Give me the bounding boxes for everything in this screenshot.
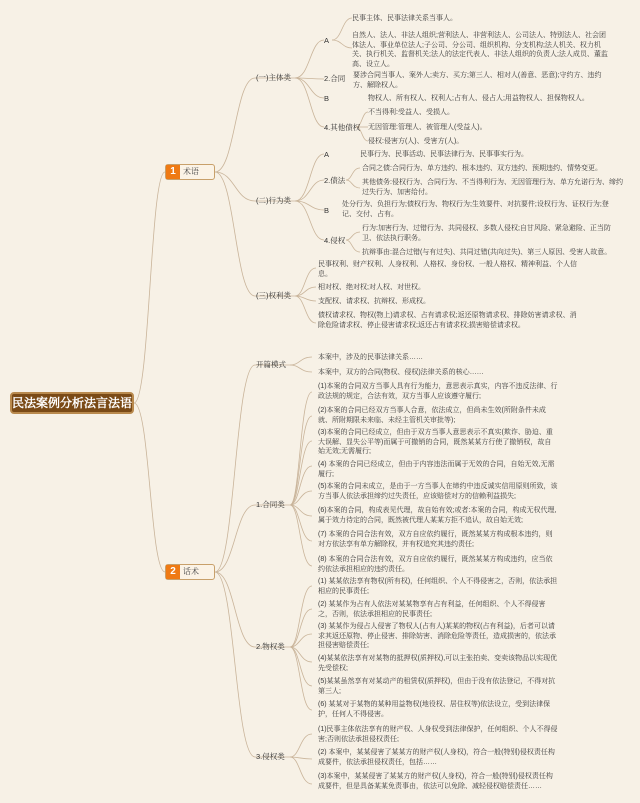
tort-text-2: (2) 本案中，某某侵害了某某方的财产权(人身权)，符合一般(特别)侵权责任构成要件，依法承担侵权责任，包括……	[318, 749, 555, 766]
root-node: 民法案例分析法言法语	[10, 392, 134, 414]
subject-a-text-2: 自然人、法人、非法人组织;营利法人、非营利法人、公司法人、特别法人、社会团体法人、事业单位法人;子公司、分公司、组织机构、分支机构;法人机关、权力机关、执行机关、监督机关;法人的法定代表人、非法人组织的负责人;法人成员、董监高、设立人。	[352, 32, 608, 68]
tort-text-1: (1)民事主体依法享有的财产权、人身权受到法律保护，任何组织、个人不得侵害;否则依法承担侵权责任;	[318, 726, 558, 743]
behavior-debt-text-2: 其他债务:侵权行为、合同行为、不当得利行为、无因管理行为、单方允诺行为、缔约过失行为、加害给付。	[362, 179, 623, 196]
behavior-a-text: 民事行为、民事活动、民事法律行为、民事事实行为。	[360, 151, 528, 158]
contract-text-3: (3)本案的合同已经成立，但由于双方当事人意思表示不真实(欺诈、胁迫、重大误解、显失公平等)而属于可撤销的合同，既然某某方行使了撤销权，故自始无效;无需履行;	[318, 429, 553, 455]
contract-text-1: (1)本案的合同双方当事人具有行为能力，意思表示真实，内容不违反法律、行政法规的规定，合法有效，双方当事人应该遵守履行;	[318, 383, 558, 400]
category-contract: 1.合同类	[256, 500, 285, 509]
category-subject: (一)主体类	[256, 73, 291, 82]
behavior-b-label: B	[324, 206, 330, 215]
subject-other-text-3: 侵权:侵害方(人)、受害方(人)。	[368, 138, 464, 145]
section-number-badge: 1	[166, 165, 180, 179]
category-rights: (三)权利类	[256, 291, 291, 300]
behavior-tort-text-2: 抗辩事由:混合过错(与有过失)、共同过错(共向过失)、第三人原因、受害人故意。	[362, 249, 612, 256]
subject-a-text-1: 民事主体、民事法律关系当事人。	[352, 15, 457, 22]
category-opening: 开篇模式	[256, 360, 286, 369]
behavior-debt-label: 2.债法	[324, 176, 346, 185]
category-tort: 3.侵权类	[256, 752, 285, 761]
subject-other-text-1: 不当得利:受益人、受损人。	[368, 109, 454, 116]
category-behavior: (二)行为类	[256, 196, 291, 205]
behavior-tort-label: 4.侵权	[324, 236, 346, 245]
section-label: 话术	[183, 567, 199, 576]
subject-other-label: 4.其他债权	[324, 123, 361, 132]
property-text-2: (2) 某某作为占有人依法对某某物享有占有利益，任何组织、个人不得侵害之，否则，依法承担相应的民事责任;	[318, 601, 546, 618]
opening-text-2: 本案中，双方的合同(物权、侵权)法律关系的核心……	[318, 369, 484, 376]
subject-contract-label: 2.合同	[324, 74, 346, 83]
contract-text-5: (5)本案的合同未成立，是由于一方当事人在缔约中违反诚实信用原则所致，该方当事人依法承担缔约过失责任，应该赔偿对方的信赖利益损失;	[318, 483, 558, 500]
section-number-badge: 2	[166, 565, 180, 579]
contract-text-4: (4) 本案的合同已经成立，但由于内容违法而属于无效的合同，自始无效,无需履行;	[318, 461, 555, 478]
section-terms	[165, 164, 215, 180]
contract-text-8: (8) 本案的合同合法有效，双方自应依约履行，既然某某方构成违约，应当依约依法承担相应的违约责任。	[318, 556, 553, 573]
tort-text-3: (3)本案中，某某侵害了某某方的财产权(人身权)，符合一般(特别)侵权责任构成要件，但是具备某某免责事由，依法可以免除、减轻侵权赔偿责任……	[318, 773, 553, 790]
contract-text-7: (7) 本案的合同合法有效，双方自应依约履行，既然某某方构成根本违约，则对方依法享有单方解除权，并有权追究其违约责任;	[318, 531, 553, 548]
contract-text-6: (6)本案的合同，构成表见代理，故自始有效;或者:本案的合同，构成无权代理,属于效力待定的合同，既然被代理人某某方拒不追认，故自始无效;	[318, 507, 557, 524]
rights-text-4: 债权请求权、物权(物上)请求权、占有请求权;返还原物请求权、排除妨害请求权、消除危险请求权、停止侵害请求权;返还占有请求权;损害赔偿请求权。	[318, 312, 577, 329]
rights-text-1: 民事权利、财产权利、人身权利、人格权、身份权、一般人格权、精神利益、个人信息。	[318, 261, 577, 278]
subject-other-text-2: 无因管理:管理人、被管理人(受益人)。	[368, 124, 487, 131]
property-text-1: (1) 某某依法享有物权(所有权)，任何组织、个人不得侵害之，否则，依法承担相应的民事责任;	[318, 578, 558, 595]
property-text-3: (3) 某某作为侵占人侵害了物权人(占有人)某某的物权(占有利益)，后者可以请求其返还原物、停止侵害、排除妨害、消除危险等责任，造成损害的，依法承担侵害赔偿责任;	[318, 623, 556, 649]
opening-text-1: 本案中，涉及的民事法律关系……	[318, 354, 423, 361]
rights-text-3: 支配权、请求权、抗辩权、形成权。	[318, 298, 430, 305]
behavior-debt-text-1: 合同之债:合同行为、单方违约、根本违约、双方违约、预期违约、情势变更。	[362, 165, 602, 172]
behavior-tort-text-1: 行为:加害行为、过错行为、共同侵权、多数人侵权;自甘风险、紧急避险、正当防卫、依法执行职务。	[362, 225, 611, 242]
rights-text-2: 相对权、绝对权;对人权、对世权。	[318, 284, 425, 291]
subject-b-text: 物权人、所有权人、权利人;占有人、侵占人;用益物权人、担保物权人。	[368, 95, 589, 102]
subject-a-label: A	[324, 36, 330, 45]
contract-text-2: (2)本案的合同已经双方当事人合意，依法成立，但尚未生效(所附条件未成就、所附期限未来临、未经主管机关审批等);	[318, 407, 546, 424]
behavior-a-label: A	[324, 150, 330, 159]
behavior-b-text: 处分行为、负担行为;债权行为、物权行为;生效要件、对抗要件;设权行为、证权行为;登记、交付、占有。	[342, 201, 609, 218]
category-property: 2.物权类	[256, 642, 285, 651]
subject-contract-text: 要涉合同当事人、案外人;卖方、买方;第三人、相对人(善意、恶意);守约方、违约方、解除权人。	[353, 72, 602, 89]
property-text-6: (6) 某某对于某物的某种用益物权(地役权、居住权等)依法设立，受到法律保护，任何人不得侵害。	[318, 701, 551, 718]
section-speech	[165, 564, 215, 580]
property-text-5: (5)某某虽然享有对某动产的租赁权(质押权)，但由于没有依法登记，不得对抗第三人;	[318, 678, 556, 695]
subject-b-label: B	[324, 94, 330, 103]
section-label: 术语	[183, 167, 199, 176]
property-text-4: (4)某某依法享有对某物的抵押权(质押权),可以主张拍卖、变卖该物品以实现优先受偿权;	[318, 655, 558, 672]
